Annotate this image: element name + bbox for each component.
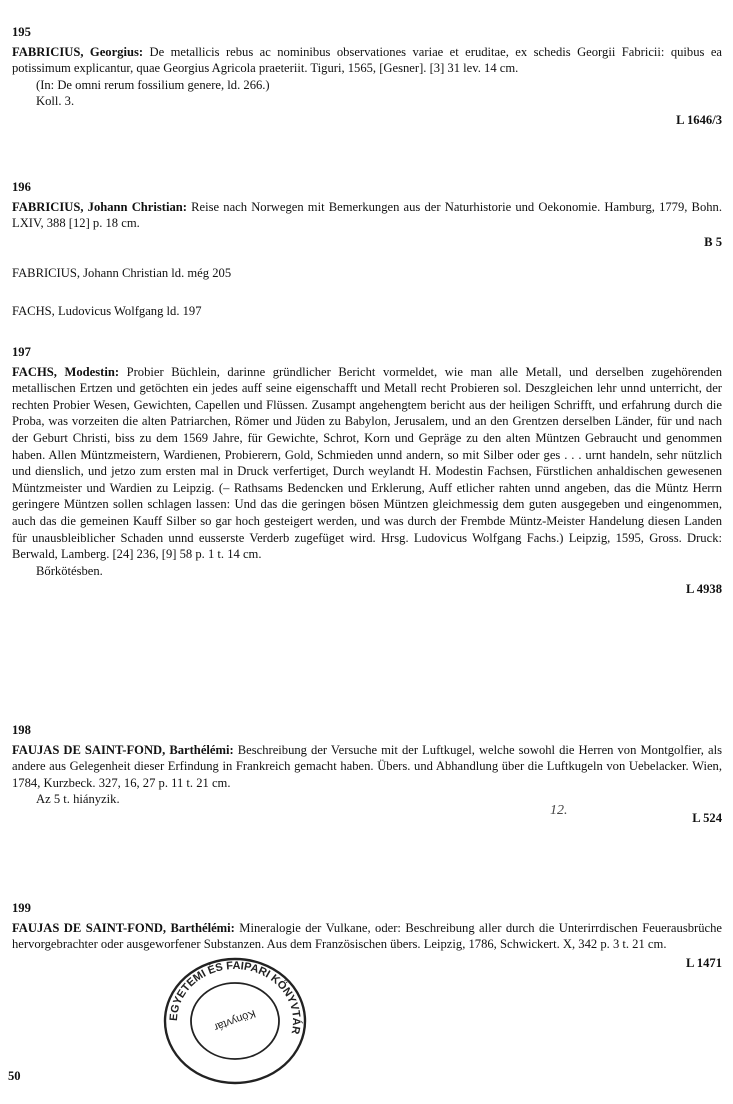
entry-description: [12, 44, 722, 77]
entry-description: [12, 364, 722, 563]
entry-description: [12, 920, 722, 953]
cross-reference: FACHS, Ludovicus Wolfgang ld. 197: [12, 304, 202, 318]
entry-body: Reise nach Norwegen mit Bemerkungen aus der Naturhistorie und Oekonomie. Hamburg, 1779, Bohn. LXIV, 388 [12] p. 18 cm.: [12, 199, 722, 231]
page-number: 50: [8, 1069, 21, 1083]
catalog-entry-198: [12, 722, 722, 827]
entry-number: 199: [12, 901, 31, 915]
stamp-center-text: Könyvtár: [212, 1006, 258, 1034]
entry-shelfmark: L 1646/3: [676, 112, 722, 127]
entry-author: FABRICIUS, Johann Christian:: [12, 199, 187, 214]
stamp-ring-text: EGYETEMI ÉS FAIPARI KÖNYVTÁR: [167, 959, 303, 1036]
entry-shelfmark: L 4938: [685, 582, 722, 597]
entry-shelfmark: L 1471: [685, 955, 722, 970]
entry-author: FAUJAS DE SAINT-FOND, Barthélémi:: [12, 920, 235, 935]
entry-author: FACHS, Modestin:: [12, 364, 120, 379]
catalog-entry-197: [12, 344, 722, 598]
entry-author: FAUJAS DE SAINT-FOND, Barthélémi:: [12, 742, 234, 757]
entry-body: Mineralogie der Vulkane, oder: Beschreibung aller durch die Unterirrdischen Feuerausbrüche hervorgebrachter oder ausgeworfener Substanzen. Aus dem Französischen übers. Leipzig, 1786, Schwickert. X, 342 p. 3 t. 21 cm.: [12, 920, 722, 952]
entry-note: Bőrkötésben.: [36, 563, 103, 578]
entry-note: Az 5 t. hiányzik.: [36, 792, 120, 807]
entry-body: De metallicis rebus ac nominibus observationes variae et eruditae, ex schedis Georgii Fabricii: quibus ea potissimum explicantur, quae Georgius Agricola praeteriit. Tiguri, 1565, [Gesner]. [3] 31 lev. 14 cm.: [12, 44, 722, 76]
entry-body: Probier Büchlein, darinne gründlicher Bericht vormeldet, wie man alle Metall, und derselben zugehörenden metallischen Ertzen und getöchten ein jedes auff seine eigenschafft und Metall recht Probieren sol. Deszgleichen lehr unnd unterricht, der rechten Probier Wesen, Gewichten, Capellen und Flüssen. Zusampt angehengtem bericht aus der heiligen Schrifft, und erfahrung durch die Proba, was vorzeiten die alten Patriarchen, Römer und Jüden zu Babylon, Jerusalem, und an den Grentzen derselben Länder, für und nach der Geburt Christi, biss zu dem 1569 Jahre, für Gewichte, Schrot, Korn und Gepräge zu den alten Müntzen Gebraucht und genommen haben. Allen Müntzmeistern, Wardienen, Probierern, Gold, Schmieden unnd andern, so mit Silber oder ges . . . urnt handeln, sehr nützlich und dienslich, und jetzo zum ersten mal in Druck verfertiget, Durch weylandt H. Modestin Fachsen, Fürstlichen anhaldischen gewesenen Müntzmeister und Wardien zu Leipzig. (– Rathsams Bedencken und Erklerung, Auff etlicher rahten unnd angeben, das die Müntz Herrn geringere Müntzen sollen schlagen lassen: Und das die geringen bösen Müntzen gleichmessig dem guten ausgegeben und eingenommen, auch das die gemeinen Kauff Silber so gar hoch gesteigert werden, und was durch der Frembde Müntz-Meister Handelung diesen Landen für unausbleiblicher Schaden unnd eusserste Verderb zugefüget wird. Hrsg. Ludovicus Wolfgang Fachs.) Leipzig, 1595, Gross. Druck: Berwald, Lamberg. [24] 236, [9] 58 p. 1 t. 14 cm.: [12, 364, 722, 562]
cross-reference: FABRICIUS, Johann Christian ld. még 205: [12, 266, 232, 280]
entry-shelfmark: B 5: [704, 234, 722, 249]
entry-note: Koll. 3.: [36, 94, 75, 109]
catalog-entry-196: [12, 179, 722, 250]
handwritten-mark: 12.: [550, 803, 568, 818]
entry-shelfmark: L 524: [692, 810, 722, 825]
entry-number: 196: [12, 180, 31, 194]
entry-number: 197: [12, 345, 31, 359]
entry-description: [12, 199, 722, 232]
entry-description: [12, 742, 722, 792]
catalog-entry-195: [12, 24, 722, 129]
entry-note: (In: De omni rerum fossilium genere, ld. 266.): [36, 77, 270, 92]
entry-number: 198: [12, 723, 31, 737]
entry-body: Beschreibung der Versuche mit der Luftkugel, welche sowohl die Herren von Montgolfier, als andere aus Gelegenheit dieser Erfindung in Frankreich gemacht haben. Übers. und Abhandlung über die Luftkugeln von Uebelacker. Wien, 1784, Kurzbeck. 327, 16, 27 p. 11 t. 21 cm.: [12, 742, 722, 790]
entry-author: FABRICIUS, Georgius:: [12, 44, 144, 59]
catalog-entry-199: [12, 900, 722, 971]
library-stamp: [155, 955, 315, 1087]
entry-number: 195: [12, 25, 31, 39]
